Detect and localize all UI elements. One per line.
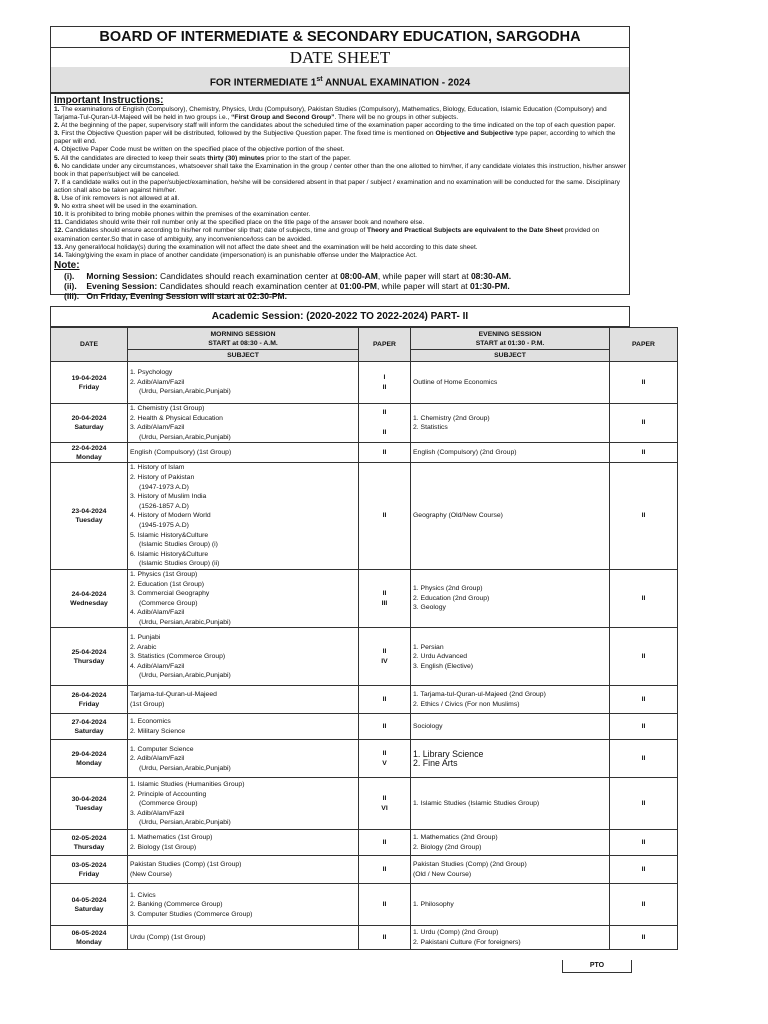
schedule-row xyxy=(51,686,678,714)
exam-title-sup: st xyxy=(316,76,323,83)
paper-number: II xyxy=(382,749,387,757)
evening-paper-cell: II xyxy=(610,926,678,950)
subject-line: Pakistan Studies (Comp) (2nd Group) xyxy=(413,861,527,869)
instruction-item xyxy=(54,155,626,163)
subject-line: 2. Fine Arts xyxy=(413,757,458,768)
morning-header-line2: START at 08:30 - A.M. xyxy=(208,339,278,347)
schedule-row xyxy=(51,569,678,628)
subject-line: 1. Urdu (Comp) (2nd Group) xyxy=(413,929,499,937)
morning-paper-cell xyxy=(359,362,411,404)
paper-number: II xyxy=(382,933,387,941)
schedule-row xyxy=(51,926,678,950)
instruction-number: 11. xyxy=(54,219,63,227)
exam-title-post: ANNUAL EXAMINATION - 2024 xyxy=(322,77,471,89)
morning-paper-cell xyxy=(359,569,411,628)
morning-subject-cell xyxy=(128,404,359,443)
evening-subject-cell xyxy=(411,856,610,884)
morning-paper-header: PAPER xyxy=(359,328,411,362)
subject-line: 5. Islamic History&Culture xyxy=(130,531,209,539)
subject-line: (Urdu, Persian,Arabic,Punjabi) xyxy=(139,618,231,626)
subject-line: Pakistan Studies (Comp) (1st Group) xyxy=(130,861,242,869)
schedule-row xyxy=(51,463,678,570)
exam-day: Monday xyxy=(76,938,102,946)
subject-line: 2. Education (1st Group) xyxy=(130,580,205,588)
date-cell xyxy=(51,463,128,570)
subject-line: 1. Punjabi xyxy=(130,633,161,641)
evening-paper-cell: II xyxy=(610,404,678,443)
subject-line: 1. Computer Science xyxy=(130,745,194,753)
evening-paper-header: PAPER xyxy=(610,328,678,362)
instruction-item xyxy=(54,146,626,154)
subject-line: 1. Mathematics (2nd Group) xyxy=(413,834,498,842)
subject-line: 2. Education (2nd Group) xyxy=(413,594,490,602)
subject-line: 3. Adib/Alam/Fazil xyxy=(130,424,185,432)
evening-subject-cell xyxy=(411,714,610,740)
schedule-row xyxy=(51,856,678,884)
schedule-row xyxy=(51,443,678,463)
exam-day: Friday xyxy=(78,383,100,391)
date-cell xyxy=(51,856,128,884)
session-reach-time: 08:00-AM xyxy=(340,270,378,281)
paper-number: II xyxy=(382,383,387,391)
date-cell xyxy=(51,628,128,686)
subject-line: Tarjama-tul-Quran-ul-Majeed xyxy=(130,691,217,699)
evening-subject-cell xyxy=(411,740,610,778)
exam-date: 20-04-2024 xyxy=(71,415,107,423)
morning-subject-cell xyxy=(128,830,359,856)
evening-paper-cell: II xyxy=(610,830,678,856)
schedule-row xyxy=(51,778,678,830)
subject-line: 3. Computer Studies (Commerce Group) xyxy=(130,910,253,918)
evening-subject-cell xyxy=(411,404,610,443)
morning-header-line1: MORNING SESSION xyxy=(210,330,276,338)
subject-line: (Old / New Course) xyxy=(413,870,472,878)
exam-date: 06-05-2024 xyxy=(71,929,107,937)
instruction-number: 1. xyxy=(54,106,60,113)
paper-number: II xyxy=(382,900,387,908)
instruction-item xyxy=(54,130,626,146)
instruction-item xyxy=(54,227,626,243)
instructions-box xyxy=(50,93,630,301)
paper-number: V xyxy=(382,759,387,767)
subject-line: 1. Economics xyxy=(130,718,171,726)
subject-line: 2. Banking (Commerce Group) xyxy=(130,901,223,909)
subject-line: 3. Commercial Geography xyxy=(130,590,210,598)
instruction-number: 5. xyxy=(54,154,60,162)
instruction-number: 3. xyxy=(54,130,60,138)
subject-line: English (Compulsory) (2nd Group) xyxy=(413,449,517,457)
morning-paper-cell xyxy=(359,856,411,884)
exam-title-pre: FOR INTERMEDIATE 1 xyxy=(209,77,317,89)
instruction-number: 2. xyxy=(54,122,60,130)
subject-line: (Commerce Group) xyxy=(139,599,198,607)
date-cell xyxy=(51,926,128,950)
subject-line: 1. Chemistry (2nd Group) xyxy=(413,414,490,422)
exam-day: Monday xyxy=(76,759,102,767)
exam-day: Tuesday xyxy=(75,517,103,525)
subject-line: (1945-1975 A.D) xyxy=(139,521,189,529)
exam-day: Friday xyxy=(78,870,100,878)
instruction-text: Any general/local holiday(s) during the examination will not affect the date sheet and the examination will be held according to this date sheet. xyxy=(64,243,478,251)
evening-subject-cell xyxy=(411,884,610,926)
date-header: DATE xyxy=(51,328,128,362)
subject-line: 4. History of Modern World xyxy=(130,512,211,520)
session-text: Candidates should reach examination center at xyxy=(157,280,340,291)
evening-subject-cell xyxy=(411,926,610,950)
date-cell xyxy=(51,778,128,830)
instruction-text: Candidates should write their roll number only at the specified place on the title page of the answer book and nowhere else. xyxy=(64,219,425,227)
evening-header xyxy=(411,328,610,350)
subject-line: (New Course) xyxy=(130,870,172,878)
exam-title xyxy=(50,67,630,93)
instruction-text: Taking/giving the exam in place of another candidate (impersonation) is an punishable offense under the Malpractice Act. xyxy=(64,251,418,259)
paper-number: VI xyxy=(381,804,388,812)
instruction-text: Use of ink removers is not allowed at all. xyxy=(61,195,180,203)
paper-number: II xyxy=(382,722,387,730)
exam-date: 02-05-2024 xyxy=(71,834,107,842)
subject-line: 1. Islamic Studies (Humanities Group) xyxy=(130,780,245,788)
instruction-number: 14. xyxy=(54,251,64,259)
exam-date: 24-04-2024 xyxy=(71,590,107,598)
morning-subject-cell xyxy=(128,443,359,463)
paper-number: II xyxy=(382,865,387,873)
evening-subject-cell xyxy=(411,830,610,856)
exam-day: Saturday xyxy=(74,905,104,913)
paper-number: II xyxy=(382,647,387,655)
subject-line: 1. Library Science xyxy=(413,748,484,759)
instruction-item xyxy=(54,203,626,211)
instruction-text: Candidates should ensure according to his/her roll number slip that; date of subjects, time and group of Theory and Practical Subjects are equivalent to the Date Sheet provided on examination center.So that in case of ambiguity, any inconvenience/loss can be avoided. xyxy=(54,227,600,243)
exam-date: 26-04-2024 xyxy=(71,691,107,699)
morning-paper-cell xyxy=(359,463,411,570)
exam-day: Wednesday xyxy=(70,599,108,607)
subject-line: 4. Adib/Alam/Fazil xyxy=(130,609,185,617)
subject-line: 1. Psychology xyxy=(130,369,173,377)
subject-line: 3. History of Muslim India xyxy=(130,493,207,501)
subject-line: 2. Principle of Accounting xyxy=(130,790,207,798)
evening-paper-cell: II xyxy=(610,443,678,463)
paper-number: II xyxy=(382,409,387,417)
evening-paper-cell: II xyxy=(610,714,678,740)
exam-day: Thursday xyxy=(73,657,105,665)
morning-subject-cell xyxy=(128,714,359,740)
subject-line: 2. Military Science xyxy=(130,727,186,735)
morning-subject-cell xyxy=(128,463,359,570)
morning-subject-header: SUBJECT xyxy=(128,350,359,362)
subject-line: English (Compulsory) (1st Group) xyxy=(130,449,232,457)
morning-subject-cell xyxy=(128,884,359,926)
morning-paper-cell xyxy=(359,404,411,443)
pto-label: PTO xyxy=(562,960,632,973)
instruction-item xyxy=(54,219,626,227)
subject-line: 1. Persian xyxy=(413,643,444,651)
subject-line: Urdu (Comp) (1st Group) xyxy=(130,934,206,942)
subject-line: 1. Chemistry (1st Group) xyxy=(130,405,205,412)
session-label: Evening Session: xyxy=(86,280,158,291)
instruction-item xyxy=(54,122,626,130)
exam-day: Friday xyxy=(78,700,100,708)
date-cell xyxy=(51,830,128,856)
subject-line: 2. Adib/Alam/Fazil xyxy=(130,378,185,386)
evening-paper-cell: II xyxy=(610,463,678,570)
evening-paper-cell: II xyxy=(610,856,678,884)
subject-line: 2. Health & Physical Education xyxy=(130,414,223,422)
morning-subject-cell xyxy=(128,362,359,404)
subject-line: (Urdu, Persian,Arabic,Punjabi) xyxy=(139,672,231,680)
friday-roman: (iii). xyxy=(64,290,80,301)
subject-line: (Urdu, Persian,Arabic,Punjabi) xyxy=(139,433,231,441)
instruction-item xyxy=(54,211,626,219)
date-cell xyxy=(51,740,128,778)
session-start-time: 01:30-PM. xyxy=(470,280,510,291)
instruction-number: 10. xyxy=(54,211,64,219)
subject-line: 2. Biology (2nd Group) xyxy=(413,843,482,851)
exam-date: 22-04-2024 xyxy=(71,444,107,452)
morning-subject-cell xyxy=(128,856,359,884)
subject-line: (1st Group) xyxy=(130,700,165,708)
exam-date: 23-04-2024 xyxy=(71,508,107,516)
session-reach-time: 01:00-PM xyxy=(339,280,377,291)
evening-header-line1: EVENING SESSION xyxy=(478,330,542,338)
morning-subject-cell xyxy=(128,740,359,778)
subject-line: Outline of Home Economics xyxy=(413,378,498,386)
morning-subject-cell xyxy=(128,926,359,950)
subject-line: 1. Islamic Studies (Islamic Studies Group) xyxy=(413,800,540,808)
evening-paper-cell: II xyxy=(610,740,678,778)
exam-date: 30-04-2024 xyxy=(71,795,107,803)
morning-paper-cell xyxy=(359,926,411,950)
subject-line: 6. Islamic History&Culture xyxy=(130,550,209,558)
instruction-text: If a candidate walks out in the paper/subject/examination, he/she will be considered absent in that paper / subject / examination and no examination will be conducted for the same. Disciplinary action shall also be taken against him/her. xyxy=(54,178,620,194)
instruction-number: 12. xyxy=(54,227,64,235)
page-title: DATE SHEET xyxy=(50,47,630,68)
morning-paper-cell xyxy=(359,443,411,463)
schedule-row xyxy=(51,830,678,856)
session-notes xyxy=(54,271,626,291)
schedule-table xyxy=(50,327,678,950)
paper-number: II xyxy=(382,448,387,456)
schedule-row xyxy=(51,884,678,926)
paper-number: II xyxy=(382,512,387,520)
morning-paper-cell xyxy=(359,714,411,740)
session-note xyxy=(54,271,626,281)
friday-note xyxy=(54,291,626,301)
paper-number: IV xyxy=(381,657,388,665)
evening-paper-cell: II xyxy=(610,569,678,628)
subject-line: Geography (Old/New Course) xyxy=(413,512,503,520)
evening-subject-cell xyxy=(411,362,610,404)
instruction-number: 9. xyxy=(54,203,60,211)
evening-subject-cell xyxy=(411,443,610,463)
board-title: BOARD OF INTERMEDIATE & SECONDARY EDUCATION, SARGODHA xyxy=(50,26,630,48)
instruction-number: 13. xyxy=(54,243,64,251)
evening-subject-cell xyxy=(411,686,610,714)
exam-date: 04-05-2024 xyxy=(71,896,107,904)
subject-line: 1. Mathematics (1st Group) xyxy=(130,834,213,842)
instructions-list xyxy=(54,106,626,260)
subject-line: 2. Biology (1st Group) xyxy=(130,843,197,851)
exam-date: 03-05-2024 xyxy=(71,861,107,869)
paper-number: II xyxy=(382,429,387,437)
evening-paper-cell: II xyxy=(610,884,678,926)
subject-line: 2. Ethics / Civics (For non Muslims) xyxy=(413,700,520,708)
paper-number: II xyxy=(382,794,387,802)
subject-line: 1. Philosophy xyxy=(413,901,454,909)
subject-line: Sociology xyxy=(413,723,443,731)
instruction-item xyxy=(54,244,626,252)
paper-number xyxy=(361,418,408,428)
instruction-text: It is prohibited to bring mobile phones within the premises of the examination center. xyxy=(65,211,311,219)
schedule-row xyxy=(51,740,678,778)
subject-line: 1. Physics (1st Group) xyxy=(130,570,198,578)
subject-line: (Urdu, Persian,Arabic,Punjabi) xyxy=(139,764,231,772)
instruction-text: The examinations of English (Compulsory), Chemistry, Physics, Urdu (Compulsory), Pakistan Studies (Compulsory), Mathematics, Biology, Education, Islamic Education (Compulsory) and Tarjama-Tul-Quran-Ul-Majeed will be held in two groups i.e., “First Group and Second Group”. There will be no groups in other subjects. xyxy=(54,106,607,122)
instruction-item xyxy=(54,179,626,195)
schedule-row xyxy=(51,714,678,740)
evening-paper-cell: II xyxy=(610,628,678,686)
subject-line: 2. Pakistani Culture (For foreigners) xyxy=(413,938,521,946)
exam-date: 19-04-2024 xyxy=(71,374,107,382)
instruction-item xyxy=(54,106,626,122)
instruction-item xyxy=(54,252,626,260)
morning-paper-cell xyxy=(359,884,411,926)
subject-line: 3. Geology xyxy=(413,604,446,612)
session-text-2: , while paper will start at xyxy=(376,280,471,291)
session-note xyxy=(54,281,626,291)
evening-subject-cell xyxy=(411,463,610,570)
subject-line: 1. History of Islam xyxy=(130,464,185,472)
paper-number: II xyxy=(382,695,387,703)
friday-text: On Friday, Evening Session will start at 02:30-PM. xyxy=(86,290,287,301)
subject-line: 2. Adib/Alam/Fazil xyxy=(130,755,185,763)
session-text: Candidates should reach examination center at xyxy=(157,270,341,281)
paper-number: II xyxy=(382,589,387,597)
subject-line: 1. Physics (2nd Group) xyxy=(413,585,483,593)
instruction-text: First the Objective Question paper will be distributed, followed by the Subjective Question paper. The fixed time is mentioned on Objective and Subjective type paper, according to which the paper will end. xyxy=(54,130,616,146)
instruction-item xyxy=(54,163,626,179)
schedule-row xyxy=(51,628,678,686)
evening-subject-cell xyxy=(411,778,610,830)
note-heading: Note: xyxy=(54,259,80,271)
morning-paper-cell xyxy=(359,830,411,856)
instruction-number: 6. xyxy=(54,162,60,170)
exam-date: 29-04-2024 xyxy=(71,750,107,758)
subject-line: (Urdu, Persian,Arabic,Punjabi) xyxy=(139,819,231,827)
session-start-time: 08:30-AM. xyxy=(470,270,512,281)
instruction-text: At the beginning of the paper, supervisory staff will inform the candidates about the scheduled time of the examination paper according to the time indicated on the top of each question paper. xyxy=(60,122,616,130)
schedule-row xyxy=(51,404,678,443)
morning-subject-cell xyxy=(128,686,359,714)
schedule-row xyxy=(51,362,678,404)
instruction-number: 7. xyxy=(54,178,60,186)
exam-day: Saturday xyxy=(74,727,104,735)
morning-paper-cell xyxy=(359,628,411,686)
date-cell xyxy=(51,443,128,463)
exam-day: Thursday xyxy=(73,843,105,851)
instruction-text: Objective Paper Code must be written on the specified place of the objective portion of the sheet. xyxy=(61,146,345,154)
date-cell xyxy=(51,884,128,926)
subject-line: 1. Tarjama-tul-Quran-ul-Majeed (2nd Group) xyxy=(413,691,546,699)
morning-subject-cell xyxy=(128,778,359,830)
instruction-text: No extra sheet will be used in the examination. xyxy=(61,203,198,211)
session-label: Morning Session: xyxy=(86,270,158,281)
date-cell xyxy=(51,362,128,404)
exam-date: 25-04-2024 xyxy=(71,648,107,656)
evening-paper-cell: II xyxy=(610,362,678,404)
date-cell xyxy=(51,714,128,740)
evening-header-line2: START at 01:30 - P.M. xyxy=(475,339,545,347)
session-roman: (ii). xyxy=(64,280,77,291)
subject-line: 1. Civics xyxy=(130,891,156,899)
subject-line: 2. History of Pakistan xyxy=(130,473,195,481)
subject-line: (Islamic Studies Group) (ii) xyxy=(139,560,220,568)
date-cell xyxy=(51,569,128,628)
subject-line: 3. English (Elective) xyxy=(413,662,474,670)
evening-subject-cell xyxy=(411,569,610,628)
instruction-text: All the candidates are directed to keep their seats thirty (30) minutes prior to the start of the paper. xyxy=(60,154,351,162)
date-cell xyxy=(51,404,128,443)
instruction-number: 8. xyxy=(54,195,60,203)
instruction-text: No candidate under any circumstances, whatsoever shall take the Examination in the group / center other than the one allotted to him/her, if any candidate violates this instruction, his/her answer book in that paper/subject will be canceled. xyxy=(54,162,626,178)
subject-line: 2. Arabic xyxy=(130,643,157,651)
subject-line: 4. Adib/Alam/Fazil xyxy=(130,662,185,670)
evening-paper-cell: II xyxy=(610,778,678,830)
morning-subject-cell xyxy=(128,628,359,686)
exam-day: Saturday xyxy=(74,424,104,432)
paper-number: I xyxy=(383,373,386,381)
exam-day: Monday xyxy=(76,453,102,461)
academic-session-title: Academic Session: (2020-2022 TO 2022-2024) PART- II xyxy=(50,306,630,327)
subject-line: (Commerce Group) xyxy=(139,800,198,808)
morning-paper-cell xyxy=(359,686,411,714)
instructions-heading: Important Instructions: xyxy=(54,95,164,106)
subject-line: 3. Adib/Alam/Fazil xyxy=(130,809,185,817)
evening-paper-cell: II xyxy=(610,686,678,714)
session-roman: (i). xyxy=(64,270,75,281)
morning-subject-cell xyxy=(128,569,359,628)
exam-day: Tuesday xyxy=(75,804,103,812)
subject-line: (Islamic Studies Group) (i) xyxy=(139,541,218,549)
session-text-2: , while paper will start at xyxy=(377,270,471,281)
subject-line: (Urdu, Persian,Arabic,Punjabi) xyxy=(139,388,231,396)
subject-line: 2. Urdu Advanced xyxy=(413,653,468,661)
subject-line: (1947-1973 A.D) xyxy=(139,483,189,491)
instruction-item xyxy=(54,195,626,203)
paper-number: III xyxy=(381,599,388,607)
subject-line: 3. Statistics (Commerce Group) xyxy=(130,653,226,661)
exam-date: 27-04-2024 xyxy=(71,718,107,726)
morning-paper-cell xyxy=(359,778,411,830)
instruction-number: 4. xyxy=(54,146,60,154)
date-cell xyxy=(51,686,128,714)
morning-paper-cell xyxy=(359,740,411,778)
morning-header xyxy=(128,328,359,350)
subject-line: (1526-1857 A.D) xyxy=(139,502,189,510)
paper-number: II xyxy=(382,838,387,846)
evening-subject-header: SUBJECT xyxy=(411,350,610,362)
evening-subject-cell xyxy=(411,628,610,686)
subject-line: 2. Statistics xyxy=(413,424,448,432)
